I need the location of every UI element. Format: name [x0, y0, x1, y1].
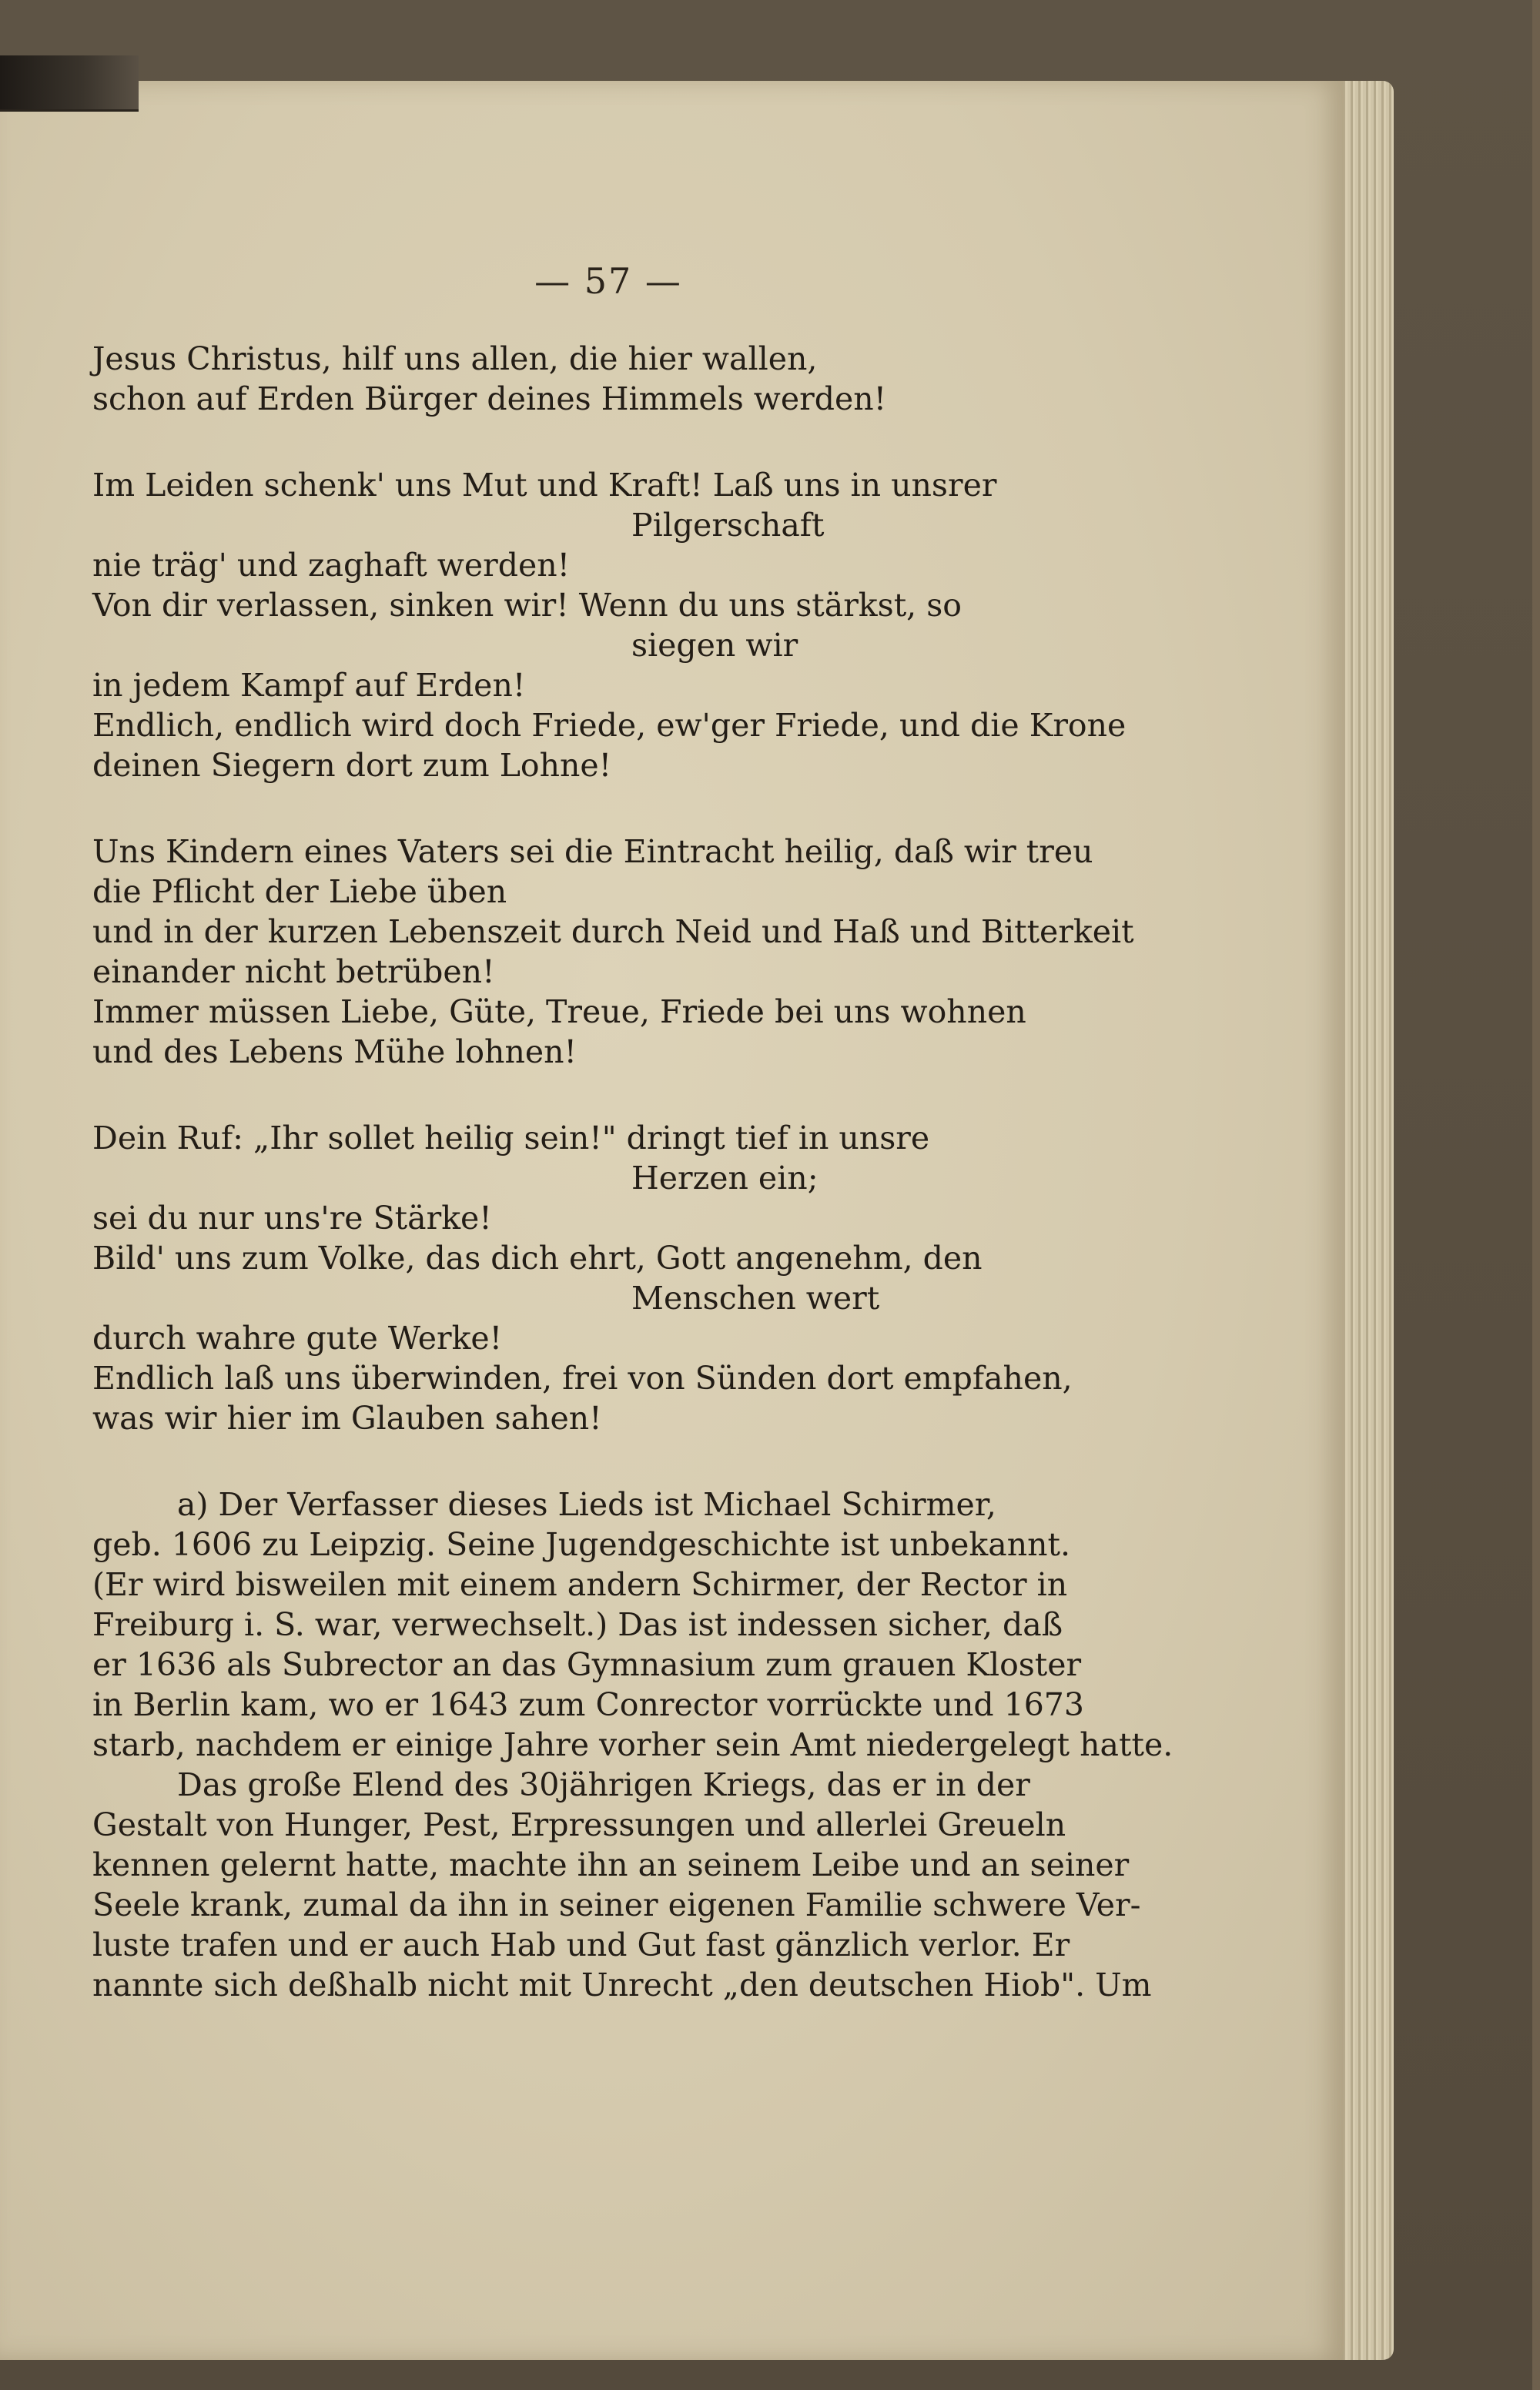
text-line: sei du nur uns're Stärke! [92, 1200, 492, 1237]
text-line: Freiburg i. S. war, verwechselt.) Das ist indessen sicher, daß [92, 1606, 1063, 1643]
text-line: Das große Elend des 30jährigen Kriegs, das er in der [177, 1766, 1030, 1803]
text-line: und in der kurzen Lebenszeit durch Neid und Haß und Bitterkeit [92, 913, 1134, 950]
text-line: Pilgerschaft [631, 507, 825, 544]
text-line: siegen wir [631, 627, 798, 664]
text-line: Im Leiden schenk' uns Mut und Kraft! Laß uns in unsrer [92, 467, 997, 504]
text-line: Dein Ruf: „Ihr sollet heilig sein!" dringt tief in unsre [92, 1120, 930, 1157]
text-line: und des Lebens Mühe lohnen! [92, 1033, 577, 1070]
text-line: Seele krank, zumal da ihn in seiner eigenen Familie schwere Ver- [92, 1886, 1141, 1923]
text-line: durch wahre gute Werke! [92, 1320, 503, 1357]
text-line: starb, nachdem er einige Jahre vorher sein Amt niedergelegt hatte. [92, 1726, 1173, 1763]
page-text [92, 339, 1173, 2005]
text-line: Herzen ein; [631, 1160, 819, 1197]
text-line: deinen Siegern dort zum Lohne! [92, 747, 612, 784]
stanza-2 [92, 465, 1155, 785]
spine-band [0, 55, 139, 112]
text-line: Gestalt von Hunger, Pest, Erpressungen und allerlei Greueln [92, 1806, 1066, 1843]
text-line: Endlich, endlich wird doch Friede, ew'ger Friede, und die Krone [92, 707, 1127, 744]
stanza-1 [92, 339, 1155, 419]
commentary [92, 1485, 1173, 2005]
text-line: geb. 1606 zu Leipzig. Seine Jugendgeschichte ist unbekannt. [92, 1526, 1071, 1563]
text-line: a) Der Verfasser dieses Lieds ist Michael Schirmer, [177, 1486, 996, 1523]
text-line: nie träg' und zaghaft werden! [92, 547, 571, 584]
text-line: Jesus Christus, hilf uns allen, die hier wallen, [92, 340, 818, 377]
text-line: in Berlin kam, wo er 1643 zum Conrector vorrückte und 1673 [92, 1686, 1084, 1723]
text-line: was wir hier im Glauben sahen! [92, 1400, 602, 1437]
page-number: — 57 — [534, 260, 682, 302]
text-line: Von dir verlassen, sinken wir! Wenn du uns stärkst, so [92, 587, 962, 624]
text-line: (Er wird bisweilen mit einem andern Schirmer, der Rector in [92, 1566, 1068, 1603]
text-line: Bild' uns zum Volke, das dich ehrt, Gott angenehm, den [92, 1240, 983, 1277]
text-line: Menschen wert [631, 1280, 880, 1317]
text-line: luste trafen und er auch Hab und Gut fast gänzlich verlor. Er [92, 1926, 1070, 1963]
stanza-3 [92, 832, 1155, 1072]
text-line: Uns Kindern eines Vaters sei die Eintracht heilig, daß wir treu [92, 833, 1093, 870]
text-line: schon auf Erden Bürger deines Himmels werden! [92, 380, 887, 417]
stanza-4 [92, 1118, 1155, 1438]
text-line: Immer müssen Liebe, Güte, Treue, Friede bei uns wohnen [92, 993, 1026, 1030]
text-line: kennen gelernt hatte, machte ihn an seinem Leibe und an seiner [92, 1846, 1130, 1883]
text-line: die Pflicht der Liebe üben [92, 873, 507, 910]
text-line: nannte sich deßhalb nicht mit Unrecht „den deutschen Hiob". Um [92, 1967, 1152, 2003]
text-line: einander nicht betrüben! [92, 953, 495, 990]
text-line: er 1636 als Subrector an das Gymnasium zum grauen Kloster [92, 1646, 1082, 1683]
text-line: Endlich laß uns überwinden, frei von Sünden dort empfahen, [92, 1360, 1073, 1397]
text-line: in jedem Kampf auf Erden! [92, 667, 526, 704]
